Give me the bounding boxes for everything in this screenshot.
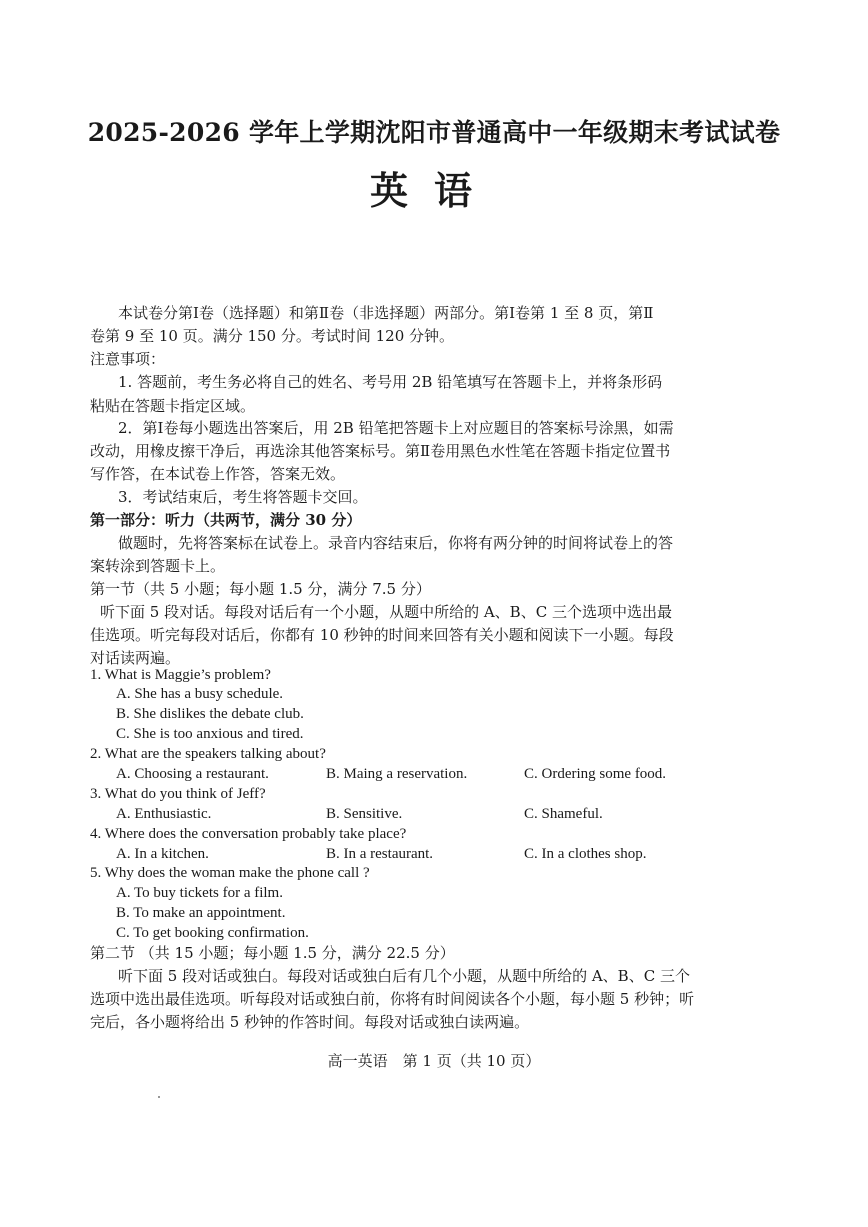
notes-line-6: 3．考试结束后，考生将答题卡交回。: [118, 488, 368, 506]
notes-line-4: 改动，用橡皮擦干净后，再选涂其他答案标号。第Ⅱ卷用黑色水性笔在答题卡指定位置书: [90, 442, 671, 460]
part1-heading: 第一部分：听力（共两节，满分 30 分）: [90, 511, 362, 529]
scan-speck: [158, 1096, 160, 1098]
question-4-option-a: A. In a kitchen.: [116, 846, 209, 862]
section2-instruction-2: 选项中选出最佳选项。听每段对话或独白前，你将有时间阅读各个小题，每小题 5 秒钟；听: [90, 990, 695, 1008]
question-3-option-a: A. Enthusiastic.: [116, 806, 212, 822]
exam-title: 2025-2026 学年上学期沈阳市普通高中一年级期末考试试卷: [87, 118, 781, 147]
section2-instruction-3: 完后，各小题将给出 5 秒钟的作答时间。每段对话或独白读两遍。: [90, 1013, 530, 1031]
subject-title: 英语: [369, 168, 498, 213]
question-1-option-c: C. She is too anxious and tired.: [116, 726, 304, 742]
page-footer: 高一英语 第 1 页（共 10 页）: [327, 1052, 541, 1070]
question-5-option-a: A. To buy tickets for a film.: [116, 885, 283, 901]
question-2-stem: 2. What are the speakers talking about?: [90, 746, 326, 762]
question-4-option-c: C. In a clothes shop.: [524, 846, 647, 862]
section2-heading: 第二节 （共 15 小题；每小题 1.5 分，满分 22.5 分）: [90, 944, 455, 962]
section1-instruction-1: 听下面 5 段对话。每段对话后有一个小题，从题中所给的 A、B、C 三个选项中选出最: [100, 603, 672, 621]
section1-heading: 第一节（共 5 小题；每小题 1.5 分，满分 7.5 分）: [90, 580, 431, 598]
part1-instruction-2: 案转涂到答题卡上。: [90, 557, 226, 575]
section2-instruction-1: 听下面 5 段对话或独白。每段对话或独白后有几个小题，从题中所给的 A、B、C 三个: [118, 967, 690, 985]
question-5-stem: 5. Why does the woman make the phone call ?: [90, 865, 370, 881]
notes-line-1: 1. 答题前，考生务必将自己的姓名、考号用 2B 铅笔填写在答题卡上，并将条形码: [118, 373, 663, 391]
part1-instruction-1: 做题时，先将答案标在试卷上。录音内容结束后，你将有两分钟的时间将试卷上的答: [118, 534, 674, 552]
question-5-option-b: B. To make an appointment.: [116, 905, 286, 921]
question-3-stem: 3. What do you think of Jeff?: [90, 786, 266, 802]
question-1-option-a: A. She has a busy schedule.: [116, 686, 284, 702]
notes-line-3: 2．第Ⅰ卷每小题选出答案后，用 2B 铅笔把答题卡上对应题目的答案标号涂黑，如需: [118, 419, 674, 437]
notes-line-2: 粘贴在答题卡指定区域。: [90, 397, 256, 415]
question-2-option-a: A. Choosing a restaurant.: [116, 766, 269, 782]
question-1-option-b: B. She dislikes the debate club.: [116, 706, 304, 722]
question-2-option-c: C. Ordering some food.: [524, 766, 667, 782]
question-5-option-c: C. To get booking confirmation.: [116, 925, 309, 941]
notes-heading: 注意事项：: [90, 350, 166, 368]
question-4-stem: 4. Where does the conversation probably take place?: [90, 826, 407, 842]
section1-instruction-3: 对话读两遍。: [90, 649, 181, 667]
question-1-stem: 1. What is Maggie’s problem?: [90, 667, 271, 683]
notes-line-5: 写作答，在本试卷上作答，答案无效。: [90, 465, 346, 483]
question-3-option-c: C. Shameful.: [524, 806, 603, 822]
question-2-option-b: B. Maing a reservation.: [326, 766, 468, 782]
question-3-option-b: B. Sensitive.: [326, 806, 403, 822]
intro-line-2: 卷第 9 至 10 页。满分 150 分。考试时间 120 分钟。: [90, 327, 455, 345]
intro-line-1: 本试卷分第Ⅰ卷（选择题）和第Ⅱ卷（非选择题）两部分。第Ⅰ卷第 1 至 8 页，第Ⅱ: [118, 304, 654, 322]
question-4-option-b: B. In a restaurant.: [326, 846, 434, 862]
section1-instruction-2: 佳选项。听完每段对话后，你都有 10 秒钟的时间来回答有关小题和阅读下一小题。每段: [90, 626, 674, 644]
